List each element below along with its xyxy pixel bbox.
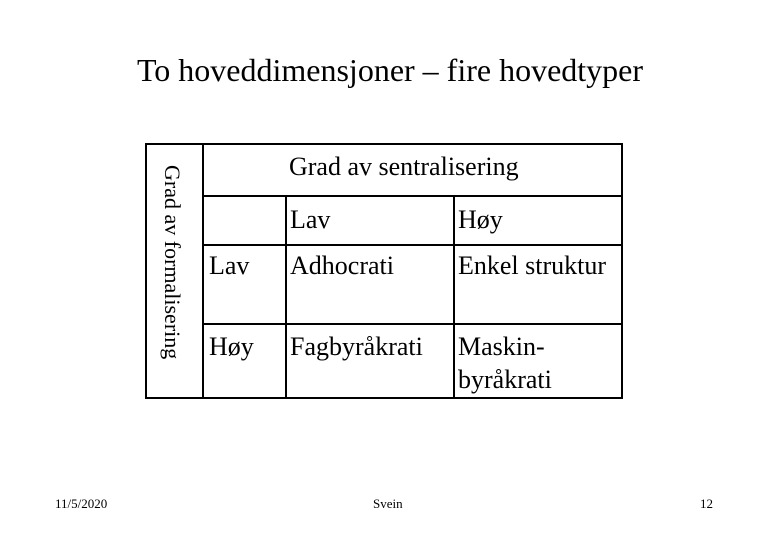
- column-axis-label: Grad av sentralisering: [289, 152, 519, 181]
- center-column-divider: [453, 195, 455, 397]
- left-column-divider: [202, 145, 204, 397]
- row-axis-label-text: Grad av formalisering: [160, 165, 185, 360]
- slide-title: To hoveddimensjoner – fire hovedtyper: [136, 52, 644, 88]
- footer-date: 11/5/2020: [55, 496, 108, 511]
- header-divider: [202, 195, 623, 197]
- cell-maskinbyrakrati-line2: byråkrati: [458, 365, 552, 394]
- org-structure-matrix: [145, 143, 623, 399]
- col-header-row-divider: [202, 244, 623, 246]
- cell-enkel-struktur: Enkel struktur: [458, 251, 607, 280]
- footer-author: Svein: [373, 496, 403, 511]
- rowlabel-column-divider: [285, 195, 287, 397]
- footer-page-number: 12: [700, 496, 713, 511]
- cell-adhocrati: Adhocrati: [290, 251, 394, 280]
- column-header-hoy: Høy: [458, 205, 503, 234]
- cell-fagbyrakrati: Fagbyråkrati: [290, 332, 423, 361]
- row-divider: [202, 323, 623, 325]
- row-header-lav: Lav: [209, 251, 250, 280]
- cell-maskinbyrakrati-line1: Maskin-: [458, 332, 545, 361]
- row-header-hoy: Høy: [209, 332, 254, 361]
- column-header-lav: Lav: [290, 205, 331, 234]
- row-axis-label: [157, 165, 187, 385]
